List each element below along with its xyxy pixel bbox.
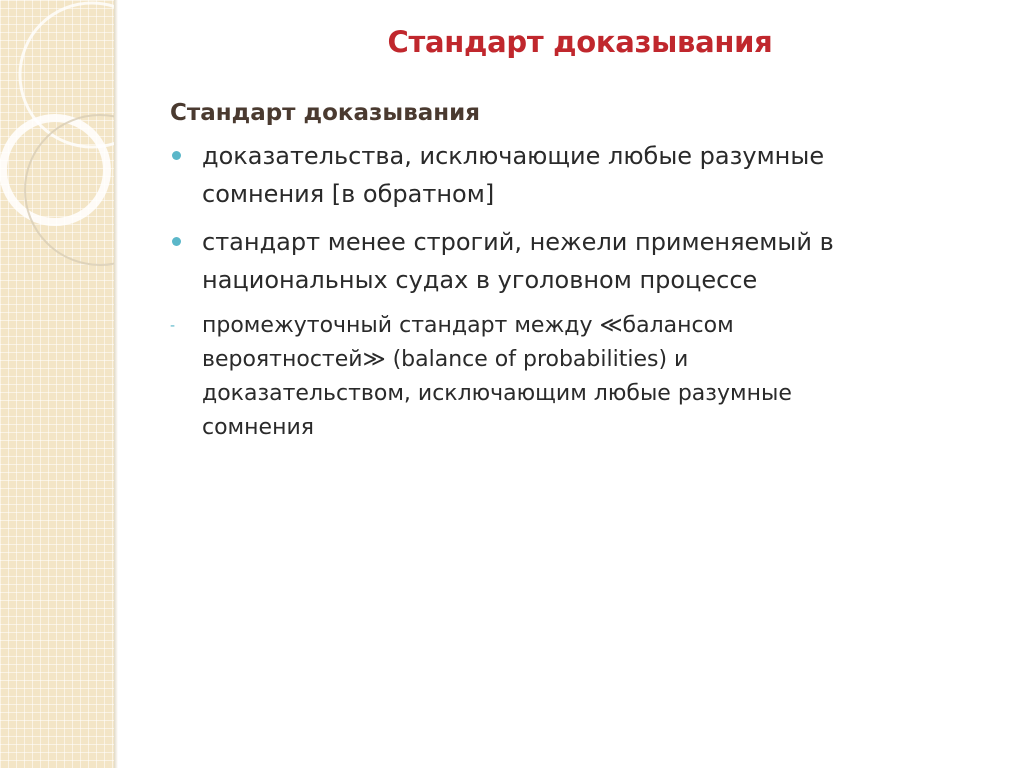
bullet-line: сомнения (202, 415, 314, 440)
sidebar-edge-shadow (114, 0, 118, 768)
bullet-dot-icon (172, 237, 181, 246)
bullet-item (170, 137, 960, 213)
decorative-sidebar (0, 0, 114, 768)
bullet-line: вероятностей≫ (balance of probabilities) и (202, 347, 689, 372)
bullet-line: промежуточный стандарт между ≪балансом (202, 313, 734, 338)
subheading: Стандарт доказывания (170, 100, 481, 126)
bullet-line: сомнения [в обратном] (202, 180, 495, 208)
decorative-circles-graphic (0, 0, 114, 768)
bullet-dot-icon (172, 151, 181, 160)
bullet-line: доказательства, исключающие любые разумные (202, 142, 825, 170)
bullet-line: доказательством, исключающим любые разумные (202, 381, 792, 406)
bullet-item (170, 223, 960, 299)
slide-content (170, 93, 960, 455)
bullet-line: стандарт менее строгий, нежели применяемый в (202, 228, 834, 256)
bullet-line: национальных судах в уголовном процессе (202, 266, 758, 294)
sub-bullet-item (170, 309, 960, 445)
dash-bullet-icon: - (170, 318, 176, 334)
slide-title: Стандарт доказывания (387, 25, 773, 59)
